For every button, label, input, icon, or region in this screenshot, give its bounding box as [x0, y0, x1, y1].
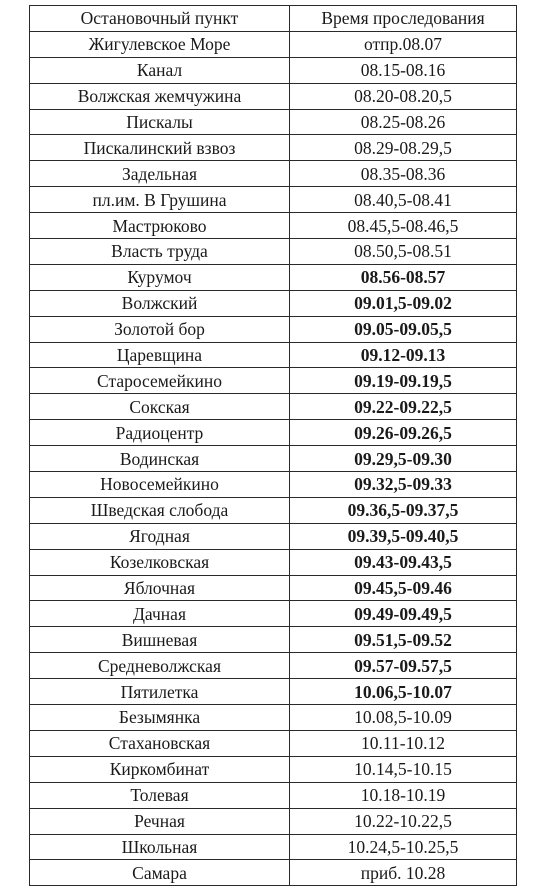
stop-time-cell: 08.50,5-08.51 [290, 239, 517, 265]
stop-time-cell: приб. 10.28 [290, 860, 517, 886]
stop-time-cell: 10.24,5-10.25,5 [290, 834, 517, 860]
stop-time-cell: 09.45,5-09.46 [290, 575, 517, 601]
stop-time-cell: 09.05-09.05,5 [290, 316, 517, 342]
stop-time-cell: 10.11-10.12 [290, 730, 517, 756]
table-row [30, 756, 517, 782]
stop-time-cell: 08.25-08.26 [290, 109, 517, 135]
stop-name-cell: Золотой бор [30, 316, 290, 342]
table-row [30, 187, 517, 213]
timetable-body [30, 31, 517, 885]
stop-time-cell: 10.08,5-10.09 [290, 705, 517, 731]
header-row [30, 6, 517, 32]
table-row [30, 808, 517, 834]
stop-time-cell: 09.22-09.22,5 [290, 394, 517, 420]
table-row [30, 57, 517, 83]
stop-time-cell: 09.51,5-09.52 [290, 627, 517, 653]
table-row [30, 523, 517, 549]
stop-name-cell: Яблочная [30, 575, 290, 601]
stop-name-cell: Водинская [30, 446, 290, 472]
stop-time-cell: 09.01,5-09.02 [290, 290, 517, 316]
table-row [30, 782, 517, 808]
table-row [30, 394, 517, 420]
header-time: Время проследования [290, 6, 517, 32]
stop-name-cell: Школьная [30, 834, 290, 860]
stop-time-cell: 10.14,5-10.15 [290, 756, 517, 782]
table-row [30, 420, 517, 446]
table-row [30, 730, 517, 756]
stop-name-cell: Речная [30, 808, 290, 834]
table-row [30, 239, 517, 265]
stop-time-cell: 09.26-09.26,5 [290, 420, 517, 446]
stop-name-cell: Волжская жемчужина [30, 83, 290, 109]
stop-time-cell: 09.43-09.43,5 [290, 549, 517, 575]
stop-name-cell: пл.им. В Грушина [30, 187, 290, 213]
table-row [30, 575, 517, 601]
table-row [30, 368, 517, 394]
stop-name-cell: Стахановская [30, 730, 290, 756]
stop-name-cell: Волжский [30, 290, 290, 316]
stop-time-cell: отпр.08.07 [290, 31, 517, 57]
stop-time-cell: 10.06,5-10.07 [290, 679, 517, 705]
stop-time-cell: 09.29,5-09.30 [290, 446, 517, 472]
table-row [30, 601, 517, 627]
table-row [30, 316, 517, 342]
stop-name-cell: Старосемейкино [30, 368, 290, 394]
table-row [30, 109, 517, 135]
stop-time-cell: 09.32,5-09.33 [290, 472, 517, 498]
stop-name-cell: Безымянка [30, 705, 290, 731]
stop-name-cell: Козелковская [30, 549, 290, 575]
stop-time-cell: 09.39,5-09.40,5 [290, 523, 517, 549]
stop-name-cell: Сокская [30, 394, 290, 420]
stop-time-cell: 08.15-08.16 [290, 57, 517, 83]
stop-time-cell: 09.49-09.49,5 [290, 601, 517, 627]
stop-time-cell: 08.20-08.20,5 [290, 83, 517, 109]
table-row [30, 497, 517, 523]
stop-time-cell: 09.36,5-09.37,5 [290, 497, 517, 523]
table-row [30, 264, 517, 290]
table-row [30, 679, 517, 705]
stop-time-cell: 09.57-09.57,5 [290, 653, 517, 679]
table-row [30, 446, 517, 472]
stop-name-cell: Вишневая [30, 627, 290, 653]
timetable [29, 5, 517, 886]
stop-name-cell: Мастрюково [30, 213, 290, 239]
stop-time-cell: 10.18-10.19 [290, 782, 517, 808]
stop-name-cell: Самара [30, 860, 290, 886]
stop-time-cell: 09.19-09.19,5 [290, 368, 517, 394]
stop-time-cell: 08.29-08.29,5 [290, 135, 517, 161]
stop-name-cell: Канал [30, 57, 290, 83]
stop-name-cell: Толевая [30, 782, 290, 808]
stop-time-cell: 09.12-09.13 [290, 342, 517, 368]
stop-time-cell: 08.40,5-08.41 [290, 187, 517, 213]
stop-name-cell: Курумоч [30, 264, 290, 290]
table-row [30, 135, 517, 161]
stop-time-cell: 08.56-08.57 [290, 264, 517, 290]
stop-time-cell: 08.45,5-08.46,5 [290, 213, 517, 239]
stop-name-cell: Шведская слобода [30, 497, 290, 523]
table-row [30, 472, 517, 498]
stop-name-cell: Киркомбинат [30, 756, 290, 782]
stop-name-cell: Средневолжская [30, 653, 290, 679]
table-row [30, 549, 517, 575]
table-row [30, 342, 517, 368]
stop-name-cell: Новосемейкино [30, 472, 290, 498]
table-row [30, 31, 517, 57]
table-row [30, 290, 517, 316]
table-row [30, 627, 517, 653]
stop-time-cell: 08.35-08.36 [290, 161, 517, 187]
table-row [30, 705, 517, 731]
stop-name-cell: Радиоцентр [30, 420, 290, 446]
stop-name-cell: Пятилетка [30, 679, 290, 705]
table-row [30, 834, 517, 860]
table-row [30, 860, 517, 886]
table-row [30, 213, 517, 239]
stop-name-cell: Жигулевское Море [30, 31, 290, 57]
stop-time-cell: 10.22-10.22,5 [290, 808, 517, 834]
table-row [30, 83, 517, 109]
stop-name-cell: Задельная [30, 161, 290, 187]
stop-name-cell: Пискалы [30, 109, 290, 135]
stop-name-cell: Царевщина [30, 342, 290, 368]
table-row [30, 653, 517, 679]
stop-name-cell: Дачная [30, 601, 290, 627]
stop-name-cell: Власть труда [30, 239, 290, 265]
header-stop: Остановочный пункт [30, 6, 290, 32]
stop-name-cell: Ягодная [30, 523, 290, 549]
stop-name-cell: Пискалинский взвоз [30, 135, 290, 161]
table-row [30, 161, 517, 187]
